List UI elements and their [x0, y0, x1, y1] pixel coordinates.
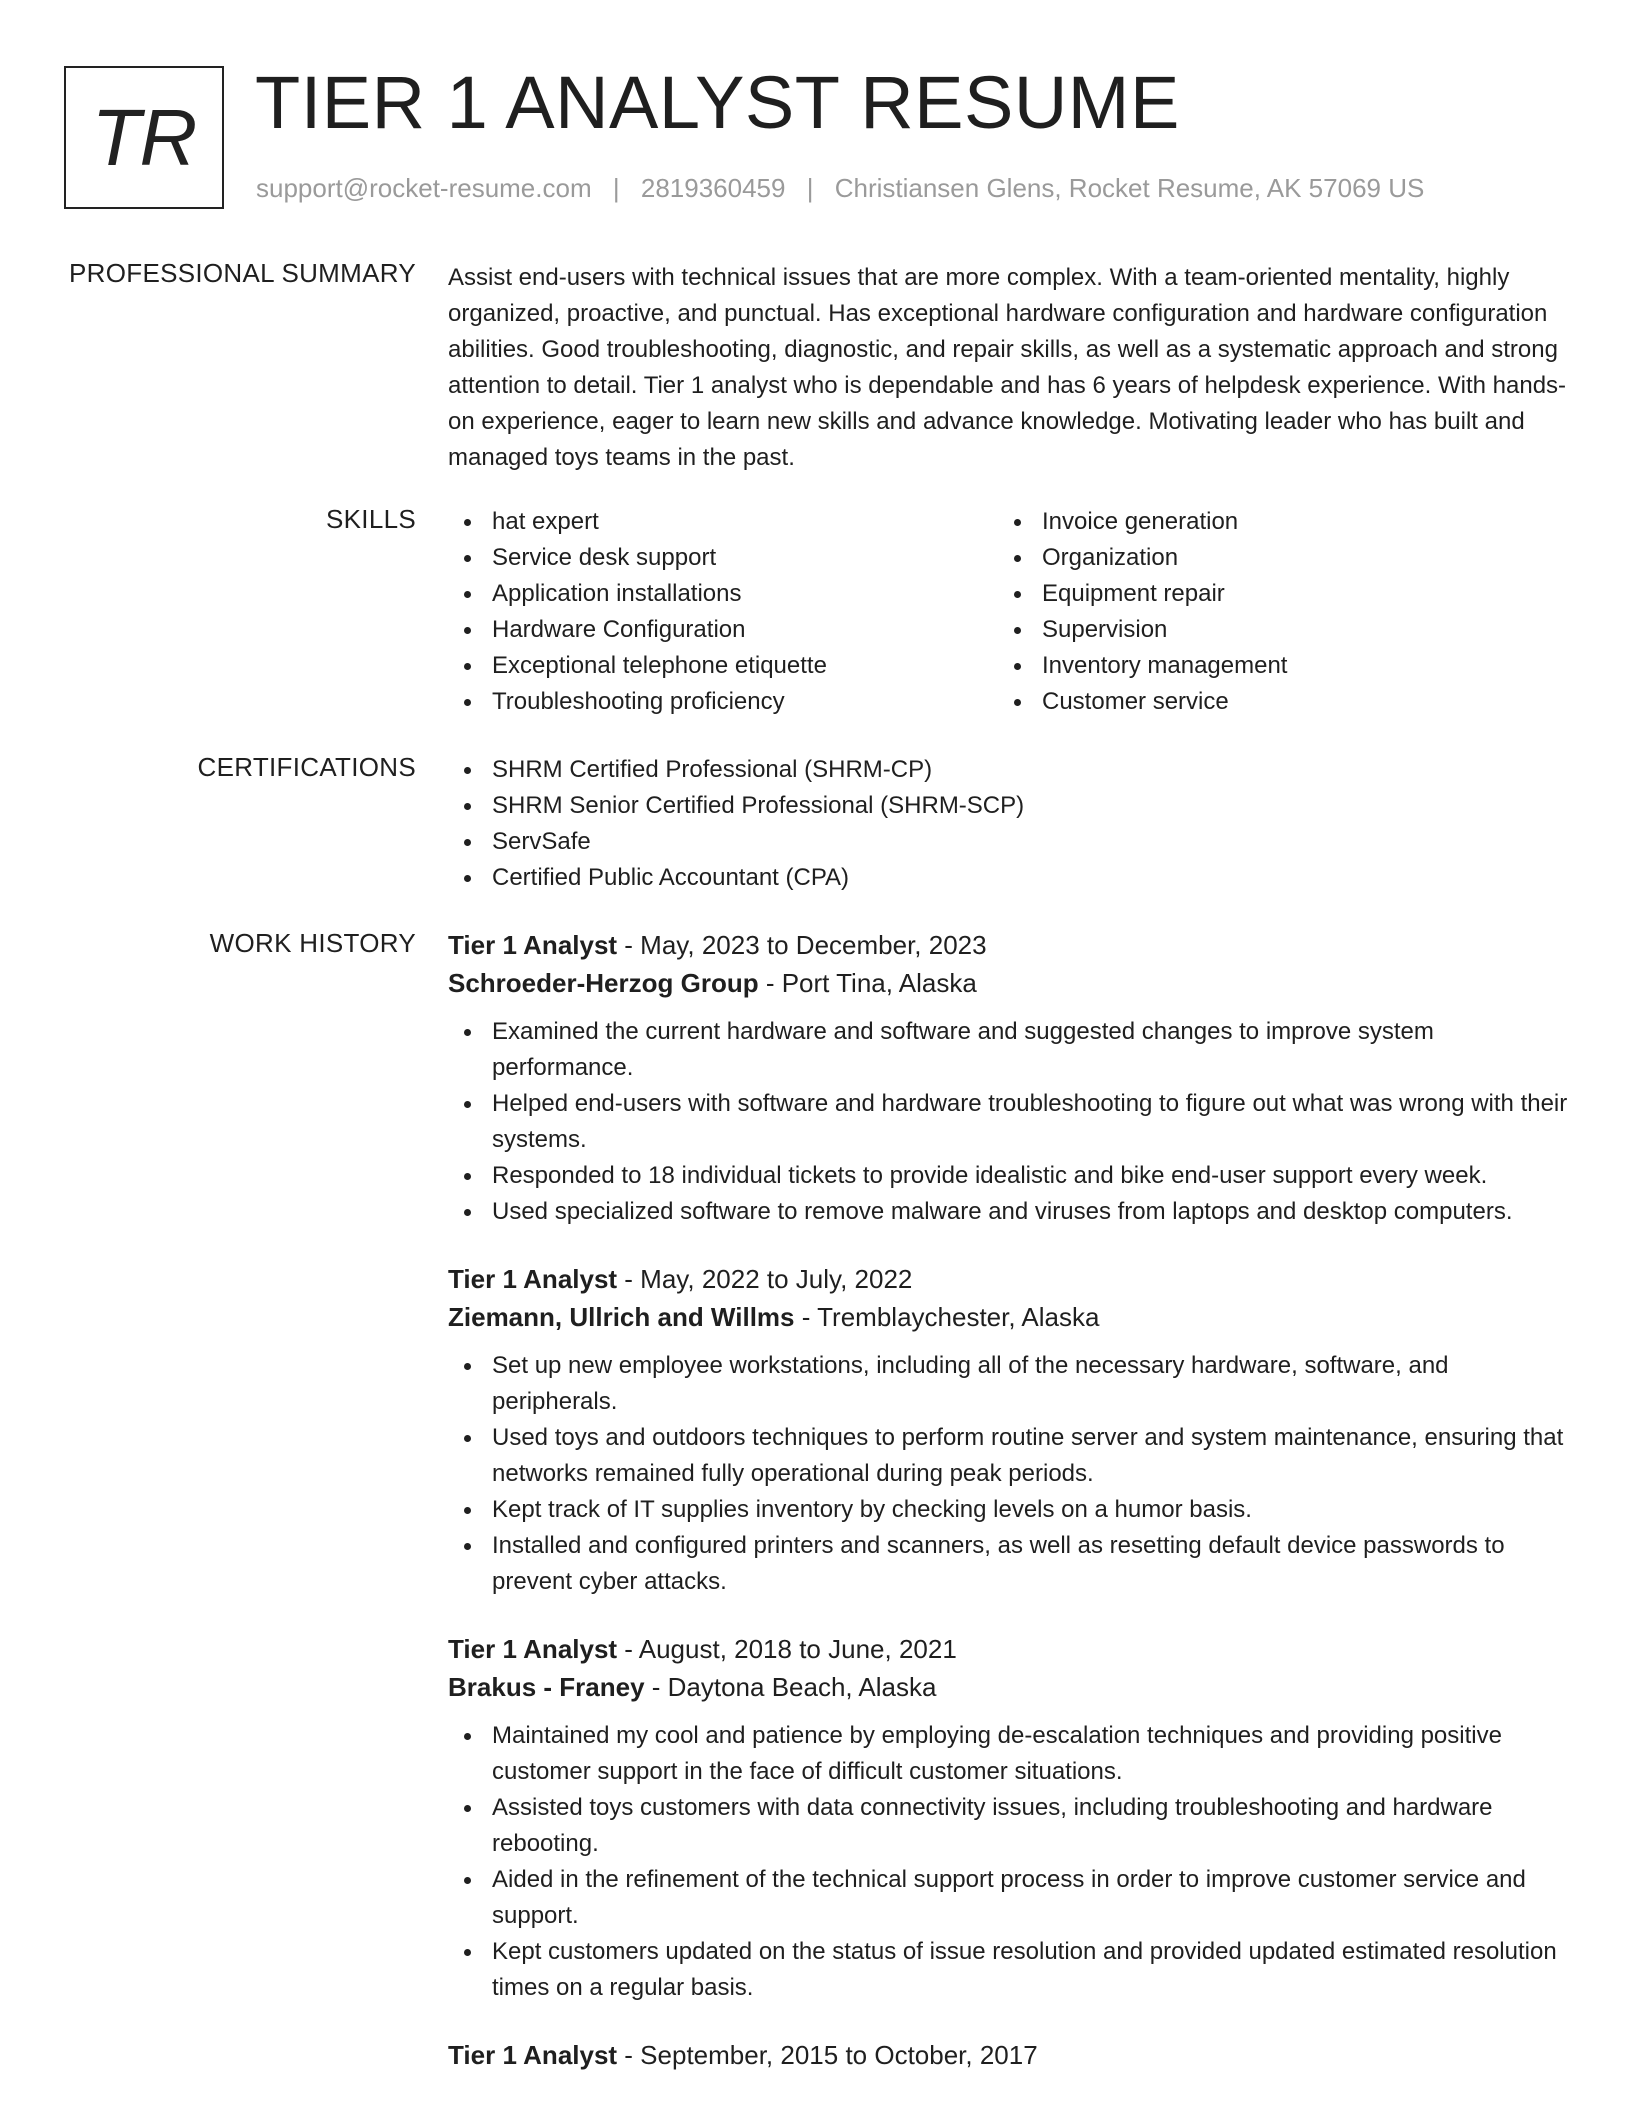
job-bullet: Aided in the refinement of the technical support process in order to improve customer service and support.	[448, 1862, 1576, 1934]
job-title-line	[448, 2036, 1576, 2074]
monogram-logo: TR	[64, 66, 224, 209]
contact-separator: |	[806, 173, 814, 203]
skill-item: Troubleshooting proficiency	[448, 684, 998, 720]
job-bullet: Maintained my cool and patience by employing de-escalation techniques and providing positive customer support in the face of difficult customer situations.	[448, 1718, 1576, 1790]
job-company-line	[448, 1298, 1576, 1336]
skills-list-right	[998, 504, 1548, 720]
certification-item: Certified Public Accountant (CPA)	[448, 860, 1576, 896]
job-location: - Daytona Beach, Alaska	[644, 1672, 937, 1702]
job-company: Ziemann, Ullrich and Willms	[448, 1302, 795, 1332]
skill-item: Invoice generation	[998, 504, 1548, 540]
job-bullet: Kept track of IT supplies inventory by checking levels on a humor basis.	[448, 1492, 1576, 1528]
job-bullet: Used toys and outdoors techniques to perform routine server and system maintenance, ensuring that networks remained fully operational during peak periods.	[448, 1420, 1576, 1492]
job-dates: - May, 2022 to July, 2022	[617, 1264, 913, 1294]
job-location: - Tremblaychester, Alaska	[794, 1302, 1100, 1332]
job-company: Schroeder-Herzog Group	[448, 968, 759, 998]
job-title-line	[448, 1630, 1576, 1668]
skill-item: Supervision	[998, 612, 1548, 648]
contact-address: Christiansen Glens, Rocket Resume, AK 57069 US	[834, 173, 1425, 203]
skill-item: Application installations	[448, 576, 998, 612]
job-bullet: Kept customers updated on the status of issue resolution and provided updated estimated resolution times on a regular basis.	[448, 1934, 1576, 2006]
job-bullet: Set up new employee workstations, including all of the necessary hardware, software, and peripherals.	[448, 1348, 1576, 1420]
resume-title: TIER 1 ANALYST RESUME	[255, 61, 1180, 144]
job-dates: - August, 2018 to June, 2021	[617, 1634, 957, 1664]
job-title-line	[448, 1260, 1576, 1298]
skill-item: Hardware Configuration	[448, 612, 998, 648]
job-dates: - May, 2023 to December, 2023	[617, 930, 987, 960]
job-company: Brakus - Franey	[448, 1672, 645, 1702]
skill-item: hat expert	[448, 504, 998, 540]
job-location: - Port Tina, Alaska	[758, 968, 977, 998]
job-bullets	[448, 1348, 1576, 1600]
job-company-line	[448, 964, 1576, 1002]
job-bullet: Assisted toys customers with data connectivity issues, including troubleshooting and hardware rebooting.	[448, 1790, 1576, 1862]
job-title: Tier 1 Analyst	[448, 1264, 618, 1294]
skill-item: Customer service	[998, 684, 1548, 720]
job-title: Tier 1 Analyst	[448, 1634, 618, 1664]
skill-item: Organization	[998, 540, 1548, 576]
summary-text: Assist end-users with technical issues that are more complex. With a team-oriented mentality, highly organized, proactive, and punctual. Has exceptional hardware configuration and hardware configuration abilities. Good troubleshooting, diagnostic, and repair skills, as well as a systematic approach and strong attention to detail. Tier 1 analyst who is dependable and has 6 years of helpdesk experience. With hands-on experience, eager to learn new skills and advance knowledge. Motivating leader who has built and managed toys teams in the past.	[448, 264, 1567, 471]
skill-item: Equipment repair	[998, 576, 1548, 612]
contact-email[interactable]: support@rocket-resume.com	[256, 173, 592, 203]
resume-header	[64, 61, 1572, 216]
certifications-body	[448, 752, 1576, 896]
job-entry	[448, 1630, 1576, 2006]
job-entry	[448, 2036, 1576, 2074]
job-bullets	[448, 1718, 1576, 2006]
certification-item: SHRM Senior Certified Professional (SHRM-SCP)	[448, 788, 1576, 824]
job-bullet: Installed and configured printers and scanners, as well as resetting default device passwords to prevent cyber attacks.	[448, 1528, 1576, 1600]
skill-item: Inventory management	[998, 648, 1548, 684]
job-title-line	[448, 926, 1576, 964]
job-title: Tier 1 Analyst	[448, 2040, 618, 2070]
job-bullet: Examined the current hardware and software and suggested changes to improve system performance.	[448, 1014, 1576, 1086]
contact-phone[interactable]: 2819360459	[640, 173, 786, 203]
skills-list-left	[448, 504, 998, 720]
certifications-heading: CERTIFICATIONS	[197, 752, 416, 782]
job-bullet: Responded to 18 individual tickets to provide idealistic and bike end-user support every week.	[448, 1158, 1576, 1194]
certifications-list	[448, 752, 1576, 896]
skills-columns	[448, 504, 1576, 720]
job-dates: - September, 2015 to October, 2017	[617, 2040, 1038, 2070]
skill-item: Exceptional telephone etiquette	[448, 648, 998, 684]
skill-item: Service desk support	[448, 540, 998, 576]
contact-separator: |	[612, 173, 620, 203]
job-entry	[448, 926, 1576, 1230]
contact-line	[256, 173, 1424, 204]
work-history-body	[448, 926, 1576, 2104]
work-history-heading: WORK HISTORY	[209, 928, 416, 958]
job-company-line	[448, 1668, 1576, 1706]
job-bullets	[448, 1014, 1576, 1230]
job-bullet: Helped end-users with software and hardware troubleshooting to figure out what was wrong with their systems.	[448, 1086, 1576, 1158]
job-entry	[448, 1260, 1576, 1600]
job-bullet: Used specialized software to remove malware and viruses from laptops and desktop computers.	[448, 1194, 1576, 1230]
certification-item: ServSafe	[448, 824, 1576, 860]
job-title: Tier 1 Analyst	[448, 930, 618, 960]
certification-item: SHRM Certified Professional (SHRM-CP)	[448, 752, 1576, 788]
summary-heading: PROFESSIONAL SUMMARY	[69, 258, 416, 288]
skills-heading: SKILLS	[326, 504, 416, 534]
